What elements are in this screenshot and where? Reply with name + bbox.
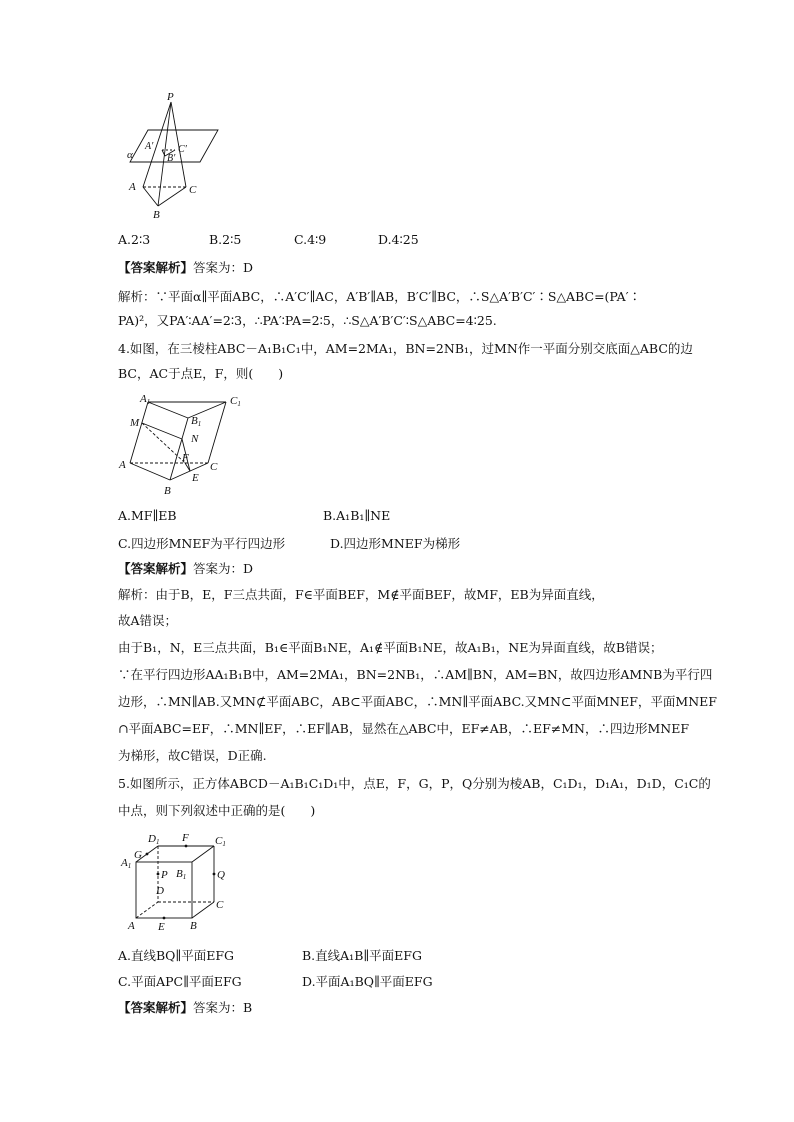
q5-option-a: A.直线BQ∥平面EFG bbox=[118, 948, 234, 963]
answer-tag: 【答案解析】 bbox=[118, 260, 194, 275]
q4-analysis-6: ∩平面ABC=EF，∴MN∥EF，∴EF∥AB，显然在△ABC中，EF≠AB，∴EF≠MN，∴四边形MNEF bbox=[118, 721, 689, 736]
q4-analysis-2: 故A错误； bbox=[118, 613, 178, 628]
q5-stem-1: 5.如图所示，正方体ABCD－A₁B₁C₁D₁中，点E，F，G，P，Q分别为棱AB，C₁D₁，D₁A₁，D₁D，C₁C的 bbox=[118, 776, 711, 791]
q3-analysis-1: 解析：∵平面α∥平面ABC，∴A′C′∥AC，A′B′∥AB，B′C′∥BC，∴S△A′B′C′∶S△ABC=(PA′∶ bbox=[118, 289, 642, 304]
label-A1: A1 bbox=[121, 857, 132, 870]
q4-analysis-5: 边形，∴MN∥AB.又MN⊄平面ABC，AB⊂平面ABC，∴MN∥平面ABC.又MN⊂平面MNEF，平面MNEF bbox=[118, 694, 717, 709]
label-G: G bbox=[134, 849, 142, 861]
q4-analysis-4: ∵在平行四边形AA₁B₁B中，AM=2MA₁，BN=2NB₁，∴AM∥BN，AM=BN，故四边形AMNB为平行四 bbox=[118, 667, 713, 682]
q4-stem-2: BC，AC于点E，F，则( ) bbox=[118, 366, 284, 381]
label-F: F bbox=[182, 452, 189, 464]
label-A: A bbox=[129, 181, 136, 193]
label-B1: B1 bbox=[191, 415, 202, 428]
q5-stem-2: 中点，则下列叙述中正确的是( ) bbox=[118, 803, 316, 818]
label-E: E bbox=[192, 472, 199, 484]
label-Q: Q bbox=[217, 869, 225, 881]
answer-text: 答案为：D bbox=[193, 260, 254, 275]
q5-option-d: D.平面A₁BQ∥平面EFG bbox=[302, 974, 433, 989]
edge-A1B1 bbox=[148, 402, 188, 418]
label-A-prime: A′ bbox=[145, 141, 154, 152]
q5-option-c: C.平面APC∥平面EFG bbox=[118, 974, 242, 989]
edge-AA1 bbox=[130, 402, 148, 463]
point-F bbox=[185, 845, 188, 848]
q3-option-b: B.2∶5 bbox=[209, 232, 242, 247]
answer-text: 答案为：B bbox=[193, 1000, 253, 1015]
label-E: E bbox=[158, 921, 165, 933]
label-alpha: α bbox=[127, 149, 133, 161]
label-B1: B1 bbox=[176, 868, 187, 881]
label-N: N bbox=[191, 433, 199, 445]
label-M: M bbox=[130, 417, 140, 429]
edge-AB bbox=[130, 463, 170, 480]
label-B: B bbox=[164, 485, 171, 497]
q4-option-b: B.A₁B₁∥NE bbox=[323, 508, 391, 523]
label-B: B bbox=[153, 209, 160, 221]
label-F: F bbox=[182, 832, 189, 844]
label-A: A bbox=[128, 920, 135, 932]
figure-cube bbox=[118, 826, 228, 936]
label-C1: C1 bbox=[230, 395, 241, 408]
label-P: P bbox=[161, 869, 168, 881]
q3-option-d: D.4∶25 bbox=[378, 232, 419, 247]
label-C: C bbox=[210, 461, 218, 473]
label-C: C bbox=[189, 184, 197, 196]
q4-answer bbox=[118, 561, 718, 577]
q4-analysis-1: 解析：由于B，E，F三点共面，F∈平面BEF，M∉平面BEF，故MF，EB为异面直线， bbox=[118, 587, 604, 602]
label-C-prime: C′ bbox=[178, 144, 187, 155]
edge-BB1 bbox=[170, 418, 188, 480]
q4-analysis-3: 由于B₁，N，E三点共面，B₁∈平面B₁NE，A₁∉平面B₁NE，故A₁B₁，NE为异面直线，故B错误； bbox=[118, 640, 663, 655]
label-A: A bbox=[119, 459, 126, 471]
edge-AD bbox=[136, 902, 158, 918]
q3-answer bbox=[118, 260, 718, 276]
edge-CC1 bbox=[208, 402, 226, 463]
figure-pyramid-plane bbox=[118, 90, 228, 220]
figure-prism bbox=[118, 388, 241, 498]
label-P: P bbox=[167, 91, 174, 103]
answer-tag: 【答案解析】 bbox=[118, 1000, 194, 1015]
q3-option-c: C.4∶9 bbox=[294, 232, 327, 247]
edge-AB bbox=[143, 187, 158, 206]
label-D1: D1 bbox=[148, 833, 160, 846]
label-A1: A1 bbox=[140, 393, 151, 406]
q5-answer bbox=[118, 1000, 718, 1016]
edge-BC bbox=[158, 187, 186, 206]
answer-text: 答案为：D bbox=[193, 561, 254, 576]
label-B: B bbox=[190, 920, 197, 932]
q4-option-a: A.MF∥EB bbox=[118, 508, 177, 523]
point-E bbox=[163, 917, 166, 920]
label-B-prime: B′ bbox=[167, 153, 176, 164]
q4-analysis-7: 为梯形，故C错误，D正确. bbox=[118, 748, 267, 763]
q5-option-b: B.直线A₁B∥平面EFG bbox=[302, 948, 422, 963]
point-G bbox=[146, 853, 149, 856]
label-D: D bbox=[156, 885, 164, 897]
edge-MN bbox=[142, 423, 182, 439]
q3-analysis-2: PA)²，又PA′∶AA′=2∶3，∴PA′∶PA=2∶5，∴S△A′B′C′∶S△ABC=4∶25. bbox=[118, 313, 497, 328]
q4-stem-1: 4.如图，在三棱柱ABC－A₁B₁C₁中，AM=2MA₁，BN=2NB₁，过MN作一平面分别交底面△ABC的边 bbox=[118, 341, 693, 356]
label-C: C bbox=[216, 899, 224, 911]
edge-MF bbox=[142, 423, 185, 463]
point-Q bbox=[213, 873, 216, 876]
edge-B1C1 bbox=[192, 846, 214, 862]
answer-tag: 【答案解析】 bbox=[118, 561, 194, 576]
label-C1: C1 bbox=[215, 835, 226, 848]
q4-option-d: D.四边形MNEF为梯形 bbox=[330, 536, 461, 551]
q3-option-a: A.2∶3 bbox=[118, 232, 151, 247]
edge-BC bbox=[192, 902, 214, 918]
q4-option-c: C.四边形MNEF为平行四边形 bbox=[118, 536, 286, 551]
point-P bbox=[157, 873, 160, 876]
